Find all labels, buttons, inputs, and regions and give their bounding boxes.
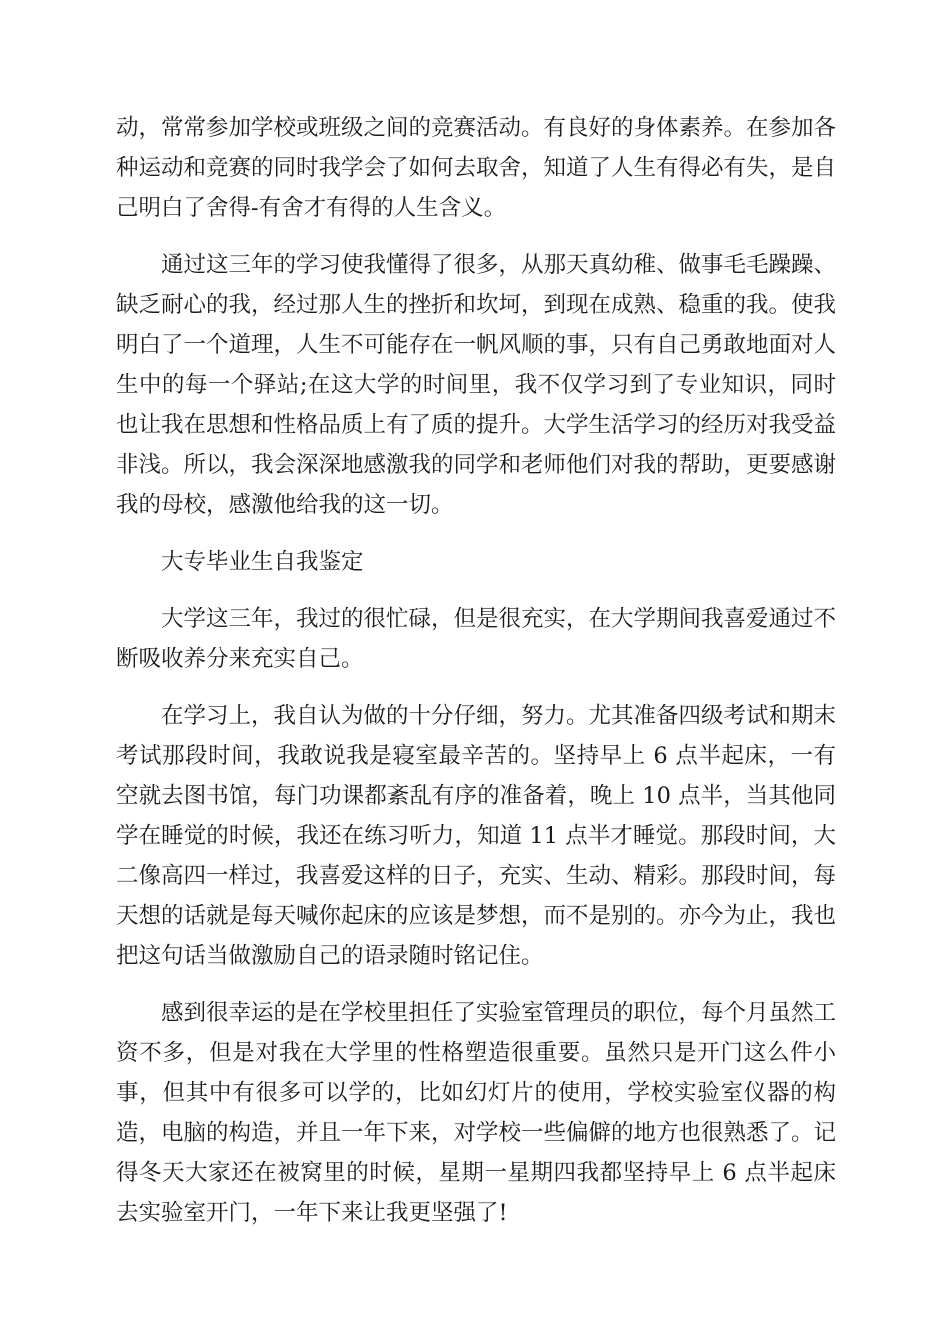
paragraph-continuation: 动，常常参加学校或班级之间的竞赛活动。有良好的身体素养。在参加各种运动和竞赛的同时我学会了如何去取舍，知道了人生有得必有失，是自己明白了舍得-有舍才有得的人生含义。 (116, 115, 837, 221)
paragraph-college-three-years: 大学这三年，我过的很忙碌，但是很充实，在大学期间我喜爱通过不断吸收养分来充实自己。 (116, 606, 837, 672)
document-body (116, 108, 836, 1250)
paragraph-lab-administrator: 感到很幸运的是在学校里担任了实验室管理员的职位，每个月虽然工资不多，但是对我在大学里的性格塑造很重要。虽然只是开门这么件小事，但其中有很多可以学的，比如幻灯片的使用，学校实验室仪器的构造，电脑的构造，并且一年下来，对学校一些偏僻的地方也很熟悉了。记得冬天大家还在被窝里的时候，星期一星期四我都坚持早上 6 点半起床去实验室开门，一年下来让我更坚强了! (116, 1000, 837, 1226)
section-title: 大专毕业生自我鉴定 (161, 549, 364, 575)
paragraph-three-years-study: 通过这三年的学习使我懂得了很多，从那天真幼稚、做事毛毛躁躁、缺乏耐心的我，经过那人生的挫折和坎坷，到现在成熟、稳重的我。使我明白了一个道理，人生不可能存在一帆风顺的事，只有自己勇敢地面对人生中的每一个驿站;在这大学的时间里，我不仅学习到了专业知识，同时也让我在思想和性格品质上有了质的提升。大学生活学习的经历对我受益非浅。所以，我会深深地感激我的同学和老师他们对我的帮助，更要感谢我的母校，感激他给我的这一切。 (116, 252, 837, 518)
paragraph-study-effort: 在学习上，我自认为做的十分仔细，努力。尤其准备四级考试和期末考试那段时间，我敢说我是寝室最辛苦的。坚持早上 6 点半起床，一有空就去图书馆，每门功课都紊乱有序的准备着，晚上 10 点半，当其他同学在睡觉的时候，我还在练习听力，知道 11 点半才睡觉。那段时间，大二像高四一样过，我喜爱这样的日子，充实、生动、精彩。那段时间，每天想的话就是每天喊你起床的应该是梦想，而不是别的。亦今为止，我也把这句话当做激励自己的语录随时铭记住。 (116, 703, 837, 969)
